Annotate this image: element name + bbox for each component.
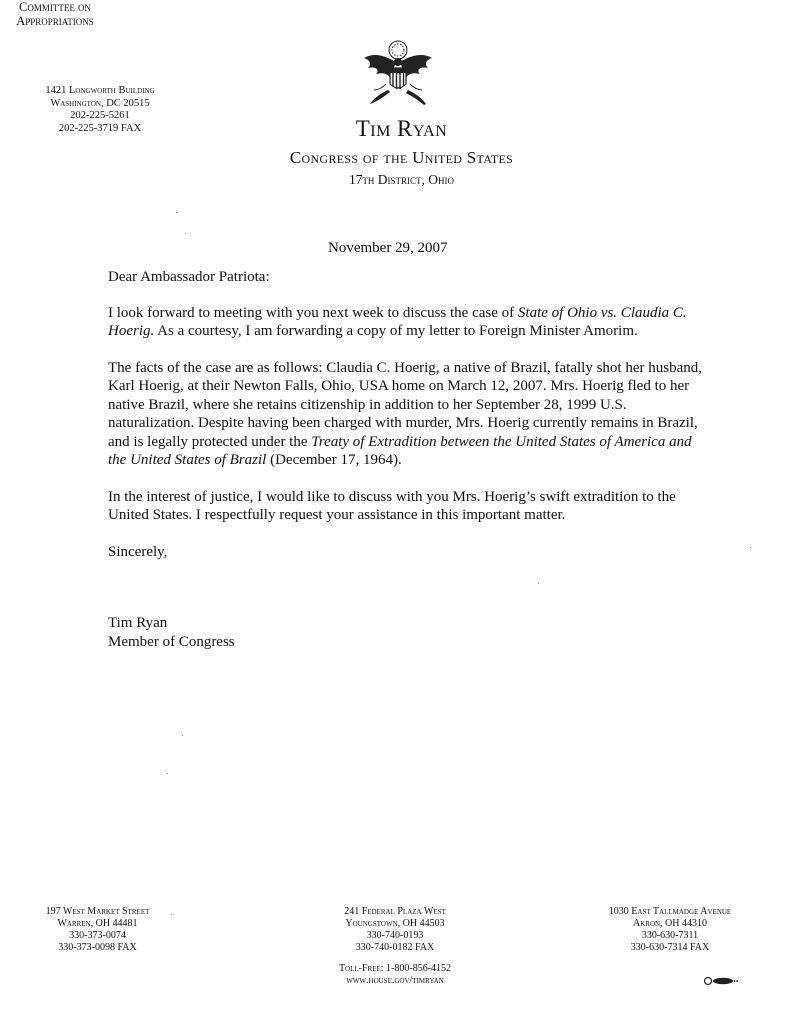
warren-street: 197 West Market Street [45, 906, 150, 917]
warren-city: Warren, OH 44481 [57, 918, 138, 929]
union-bug-icon [703, 976, 739, 986]
congress-title: Congress of the United States [289, 148, 514, 167]
warren-phone: 330-373-0074 [69, 930, 126, 941]
akron-street: 1030 East Tallmadge Avenue [608, 906, 732, 917]
youngstown-street: 241 Federal Plaza West [344, 906, 446, 917]
youngstown-office-address [320, 906, 470, 954]
case-name: State of Ohio vs. Claudia C. Hoerig. [108, 304, 687, 339]
scan-speck [176, 212, 177, 213]
scan-speck [182, 735, 183, 736]
akron-city: Akron, OH 44310 [633, 918, 707, 929]
akron-office-address [595, 906, 745, 954]
scan-speck [185, 233, 186, 234]
toll-free-and-website [320, 963, 470, 987]
akron-fax: 330-630-7314 FAX [630, 942, 710, 953]
youngstown-phone: 330-740-0193 [366, 930, 424, 941]
paragraph-1-text-b: As a courtesy, I am forwarding a copy of my letter to Foreign Minister Amorim. [154, 323, 638, 339]
dc-city-line: Washington, DC 20515 [50, 97, 150, 109]
paragraph-3: In the interest of justice, I would like to discuss with you Mrs. Hoerig’s swift extradition to the United States. I respectfully request your assistance in this important matter. [108, 488, 676, 523]
warren-fax: 330-373-0098 FAX [58, 942, 137, 953]
congressional-seal-icon [360, 38, 436, 110]
paragraph-1-text-a: I look forward to meeting with you next week to discuss the case of [108, 304, 518, 321]
committee-line-1: Committee on [19, 0, 91, 14]
scan-speck [538, 583, 539, 584]
committee-label [0, 0, 110, 28]
letter-date: November 29, 2007 [328, 240, 448, 256]
treaty-name: Treaty of Extradition between the United States of America and the United States of Brazil [108, 433, 692, 468]
paragraph-2-text-b: (December 17, 1964). [266, 452, 402, 468]
paragraph-2-text-a: The facts of the case are as follows: Claudia C. Hoerig, a native of Brazil, fatally shot her husband, Karl Hoerig, at their Newton Falls, Ohio, USA home on March 12, 2007. Mrs. Hoerig fled to her native Brazil, where she retains citizenship in addition to her September 28, 1999 U.S. naturalization. Despite having been charged with murder, Mrs. Hoerig currently remains in Brazil, and is legally protected under the [108, 359, 702, 450]
committee-line-2: Appropriations [16, 14, 94, 28]
dc-phone: 202-225-5261 [70, 110, 130, 121]
youngstown-fax: 330-740-0182 FAX [355, 942, 435, 953]
district-label: 17th District, Ohio [348, 172, 455, 187]
salutation: Dear Ambassador Patriota: [108, 269, 270, 285]
paragraph-2 [108, 359, 708, 470]
scan-speck [171, 914, 172, 915]
congressman-name: Tim Ryan [355, 116, 448, 141]
closing: Sincerely, [108, 543, 168, 560]
warren-office-address [30, 906, 165, 954]
website-link: www.house.gov/timryan [346, 975, 444, 986]
youngstown-city: Youngstown, OH 44503 [345, 918, 445, 929]
dc-address-line: 1421 Longworth Building [45, 85, 155, 96]
signer-title: Member of Congress [108, 633, 235, 650]
scan-speck [750, 547, 751, 548]
dc-fax: 202-225-3719 FAX [58, 122, 142, 134]
toll-free-number: Toll-Free: 1-800-856-4152 [338, 963, 452, 974]
letter-body [108, 268, 708, 651]
scan-speck [167, 773, 168, 774]
signer-name: Tim Ryan [108, 615, 168, 631]
akron-phone: 330-630-7311 [641, 930, 699, 941]
paragraph-1 [108, 304, 708, 341]
